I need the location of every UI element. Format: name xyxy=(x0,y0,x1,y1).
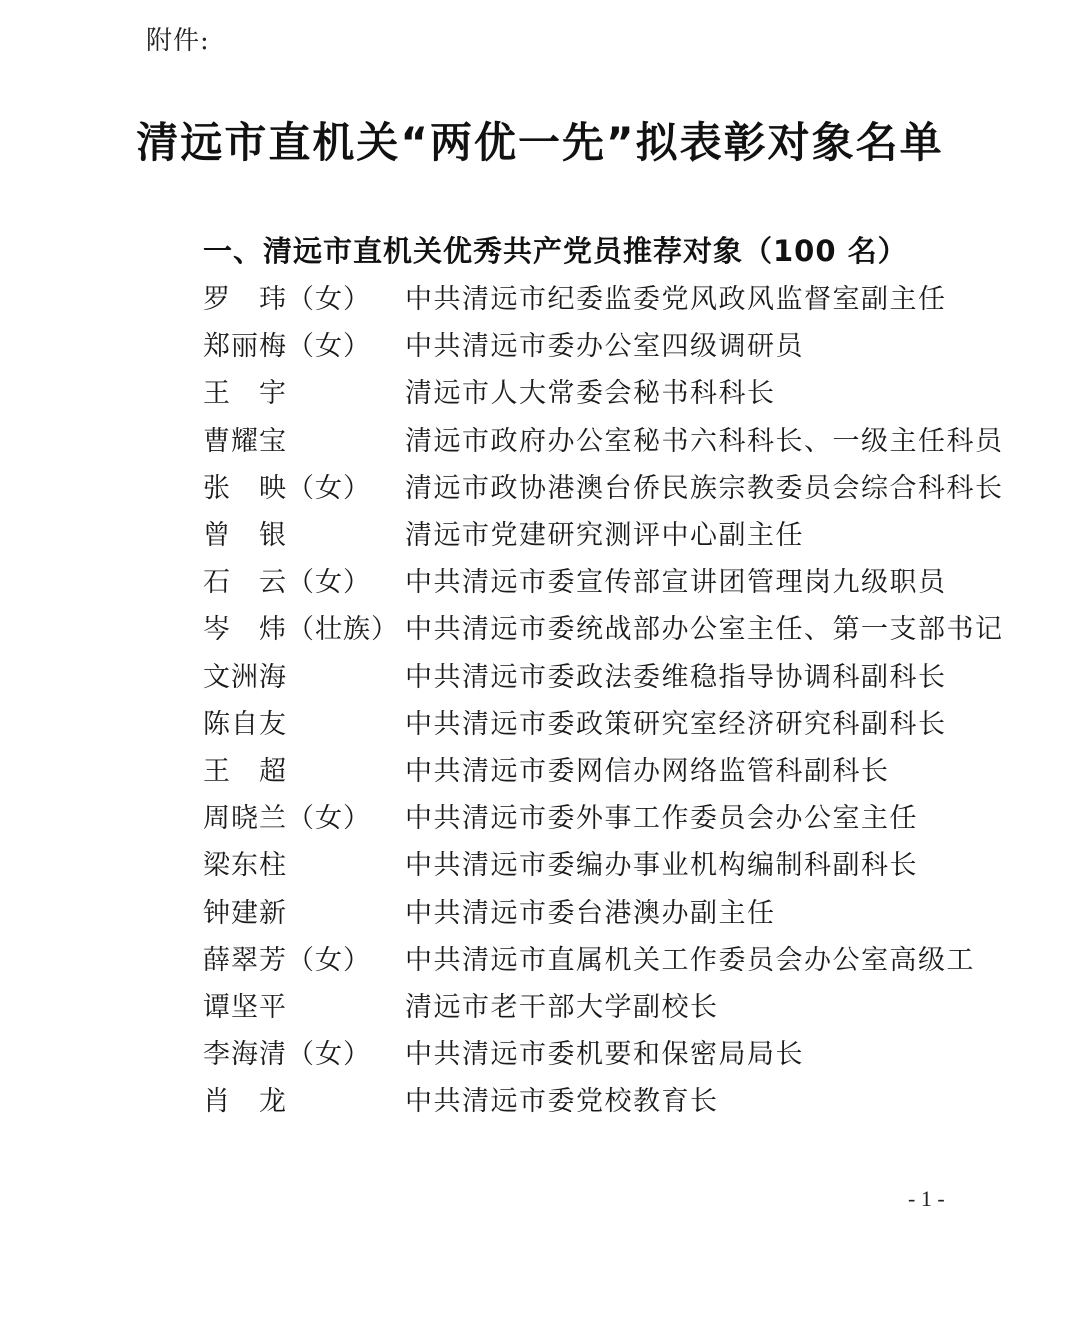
nominee-position: 清远市政府办公室秘书六科科长、一级主任科员 xyxy=(405,425,1004,457)
list-item xyxy=(203,367,963,414)
nominee-name: 周晓兰（女） xyxy=(203,803,371,835)
nominee-name: 曹耀宝 xyxy=(203,425,287,457)
nominee-position: 清远市党建研究测评中心副主任 xyxy=(405,520,804,552)
nominee-name: 薛翠芳（女） xyxy=(203,944,371,976)
nominee-position: 中共清远市委机要和保密局局长 xyxy=(405,1039,804,1071)
list-item xyxy=(203,462,1004,509)
nominee-position: 中共清远市委政策研究室经济研究科副科长 xyxy=(405,708,947,740)
list-item xyxy=(203,981,963,1028)
list-item xyxy=(203,839,963,886)
list-item xyxy=(203,273,963,320)
list-item xyxy=(203,698,963,745)
list-item xyxy=(203,745,963,792)
list-item xyxy=(203,792,963,839)
list-item xyxy=(203,320,963,367)
nominee-name: 王 超 xyxy=(203,755,287,787)
list-item xyxy=(203,886,963,933)
nominee-position: 中共清远市委统战部办公室主任、第一支部书记 xyxy=(405,614,1004,646)
nominee-name: 曾 银 xyxy=(203,520,287,552)
nominee-name: 梁东柱 xyxy=(203,850,287,882)
nominee-position: 中共清远市委外事工作委员会办公室主任 xyxy=(405,803,918,835)
list-item xyxy=(203,651,963,698)
list-item xyxy=(203,1028,963,1075)
nominee-position: 中共清远市委网信办网络监管科副科长 xyxy=(405,755,890,787)
nominee-name: 王 宇 xyxy=(203,378,287,410)
nominee-name: 文洲海 xyxy=(203,661,287,693)
page-number: - 1 - xyxy=(908,1186,945,1211)
nominee-position: 清远市人大常委会秘书科科长 xyxy=(405,378,776,410)
nominee-position: 中共清远市委台港澳办副主任 xyxy=(405,897,776,929)
nominee-position: 中共清远市委编办事业机构编制科副科长 xyxy=(405,850,918,882)
nominee-name: 郑丽梅（女） xyxy=(203,331,371,363)
nominee-position: 中共清远市委办公室四级调研员 xyxy=(405,331,804,363)
nominee-name: 岑 炜（壮族） xyxy=(203,614,399,646)
nominee-position: 中共清远市委宣传部宣讲团管理岗九级职员 xyxy=(405,567,947,599)
nominee-position: 中共清远市委党校教育长 xyxy=(405,1086,719,1118)
nominee-position: 清远市老干部大学副校长 xyxy=(405,991,719,1023)
nominee-name: 谭坚平 xyxy=(203,991,287,1023)
nominee-list xyxy=(203,273,1004,1122)
nominee-position: 中共清远市委政法委维稳指导协调科副科长 xyxy=(405,661,947,693)
nominee-name: 张 映（女） xyxy=(203,472,371,504)
list-item xyxy=(203,603,1004,650)
list-item xyxy=(203,556,963,603)
list-item xyxy=(203,1075,963,1122)
nominee-name: 肖 龙 xyxy=(203,1086,287,1118)
nominee-position: 清远市政协港澳台侨民族宗教委员会综合科科长 xyxy=(405,472,1004,504)
nominee-position: 中共清远市纪委监委党风政风监督室副主任 xyxy=(405,284,947,316)
list-item xyxy=(203,934,975,981)
document-title: 清远市直机关“两优一先”拟表彰对象名单 xyxy=(136,118,944,167)
attachment-label: 附件: xyxy=(146,26,210,56)
section-heading: 一、清远市直机关优秀共产党员推荐对象（100 名） xyxy=(203,234,908,268)
nominee-name: 李海清（女） xyxy=(203,1039,371,1071)
nominee-name: 罗 玮（女） xyxy=(203,284,371,316)
nominee-name: 石 云（女） xyxy=(203,567,371,599)
nominee-name: 钟建新 xyxy=(203,897,287,929)
list-item xyxy=(203,415,1004,462)
nominee-name: 陈自友 xyxy=(203,708,287,740)
list-item xyxy=(203,509,963,556)
nominee-position: 中共清远市直属机关工作委员会办公室高级工 xyxy=(405,944,975,976)
